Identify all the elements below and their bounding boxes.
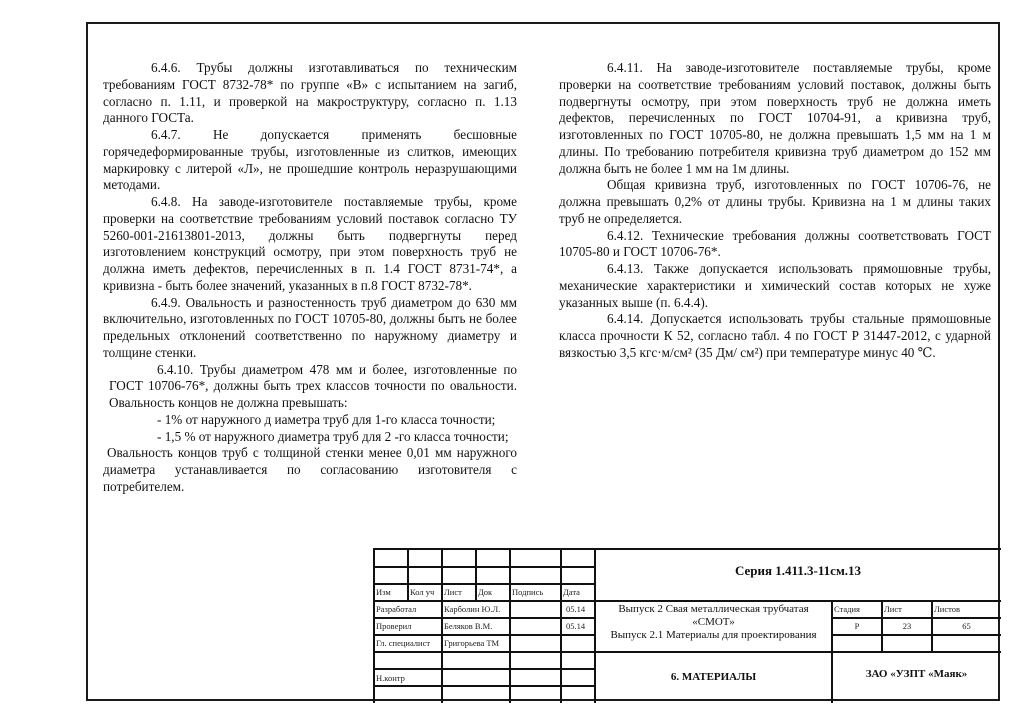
tb-line (832, 634, 1001, 636)
issue-description (596, 603, 831, 642)
header-dok: Док (478, 587, 493, 597)
series-title: Серия 1.411.3-11см.13 (734, 563, 862, 578)
row-date: 05.14 (566, 604, 586, 614)
tb-line (373, 548, 1001, 550)
sheets-label: Листов (934, 604, 960, 614)
header-kol-uch: Кол уч (410, 587, 435, 597)
paragraph: Общая кривизна труб, изготовленных по ГОСТ 10706-76, не должна превышать 0,2% от длины трубы. Кривизна на 1 м длины таких труб не определяется. (559, 177, 991, 226)
tb-line (831, 600, 833, 703)
row-role: Гл. специалист (376, 638, 431, 648)
stage-value: Р (854, 621, 860, 631)
issue-line: Выпуск 2.1 Материалы для проектирования (610, 629, 817, 641)
row-role: Н.контр (376, 673, 405, 683)
sheet-value: 23 (902, 621, 912, 631)
tb-line (407, 548, 409, 601)
paragraph: 6.4.8. На заводе-изготовителе поставляемые трубы, кроме проверки на соответствие требованиям условий поставок согласно ТУ 5260-001-21613801-2013, должны быть подвергнуты перед изготовлением конструкций осмотру, при этом поверхность труб не должна иметь дефектов, перечисленных в п. 1.4 ГОСТ 8731-74*, а кривизна - быть более значений, указанных в п.8 ГОСТ 8732-78*. (103, 194, 517, 293)
paragraph: 6.4.10. Трубы диаметром 478 мм и более, изготовленные по ГОСТ 10706-76*, должны быть трех классов точности по овальности. Овальность концов не должна превышать: (109, 361, 517, 410)
section-title: 6. МАТЕРИАЛЫ (670, 671, 757, 683)
sheet-label: Лист (884, 604, 902, 614)
header-izm: Изм (376, 587, 391, 597)
row-date: 05.14 (566, 621, 586, 631)
tb-line (373, 548, 375, 703)
tb-line (441, 548, 443, 703)
paragraph: Овальность концов труб с толщиной стенки менее 0,01 мм наружного диаметра устанавливается по согласованию изготовителя с потребителем. (103, 445, 517, 494)
tb-line (373, 651, 1001, 653)
text-column-left (103, 60, 517, 496)
row-role: Проверил (376, 621, 412, 631)
issue-line: Выпуск 2 Свая металлическая трубчатая (618, 603, 809, 615)
tb-line (832, 617, 1001, 619)
row-name: Беляков В.М. (444, 621, 493, 631)
paragraph: - 1% от наружного д иаметра труб для 1-го класса точности; (157, 411, 496, 427)
tb-line (373, 600, 1001, 602)
header-podpis: Подпись (512, 587, 544, 597)
paragraph: - 1,5 % от наружного диаметра труб для 2 -го класса точности; (157, 428, 509, 444)
row-name: Карболин Ю.Л. (444, 604, 501, 614)
sheets-value: 65 (962, 621, 971, 631)
paragraph: 6.4.7. Не допускается применять бесшовные горячедеформированные трубы, изготовленные из слитков, имеющих маркировку с литерой «Л», не прошедшие контроль неразрушающими методами. (103, 127, 517, 193)
header-list: Лист (444, 587, 462, 597)
paragraph: 6.4.14. Допускается использовать трубы стальные прямошовные класса прочности К 52, согласно табл. 4 по ГОСТ Р 31447-2012, с ударной вязкостью 3,5 кгс·м/см² (35 Дм/ см²) при температуре минус 40 ℃. (559, 311, 991, 360)
paragraph: 6.4.9. Овальность и разностенность труб диаметром до 630 мм включительно, изготовленных по ГОСТ 10705-80, должны быть не более предельных отклонений соответственно по наружному диаметру и толщине стенки. (103, 294, 517, 360)
tb-line (475, 548, 477, 601)
paragraph: 6.4.11. На заводе-изготовителе поставляемые трубы, кроме проверки на соответствие требованиям условий поставок, должны быть подвергнуты осмотру, при этом поверхность труб не должна иметь дефектов, перечисленных по ГОСТ 10704-91, а кривизна труб, изготовленных по ГОСТ 10705-80, не должна превышать 1,5 мм на 1 м длины. По требованию потребителя кривизна труб диаметром до 152 мм должна быть не более 1 мм на 1м длины. (559, 60, 991, 176)
paragraph: 6.4.6. Трубы должны изготавливаться по техническим требованиям ГОСТ 8732-78* по группе «В» с испытанием на загиб, согласно п. 1.11, и проверкой на макроструктуру, согласно п. 1.13 данного ГОСТа. (103, 60, 517, 126)
paragraph: 6.4.13. Также допускается использовать прямошовные трубы, механические характеристики и химический состав которых не хуже указанных выше (п. 6.4.4). (559, 261, 991, 310)
header-data: Дата (563, 587, 580, 597)
row-role: Разработал (376, 604, 417, 614)
issue-line: «СМОТ» (692, 616, 735, 628)
row-name: Григорьева ТМ (444, 638, 500, 648)
tb-line (560, 548, 562, 703)
text-column-right (559, 60, 991, 362)
paragraph: 6.4.12. Технические требования должны соответствовать ГОСТ 10705-80 и ГОСТ 10706-76*. (559, 227, 991, 260)
stage-label: Стадия (834, 604, 860, 614)
tb-line (509, 548, 511, 703)
company-name: ЗАО «УЗПТ «Маяк» (865, 668, 968, 680)
